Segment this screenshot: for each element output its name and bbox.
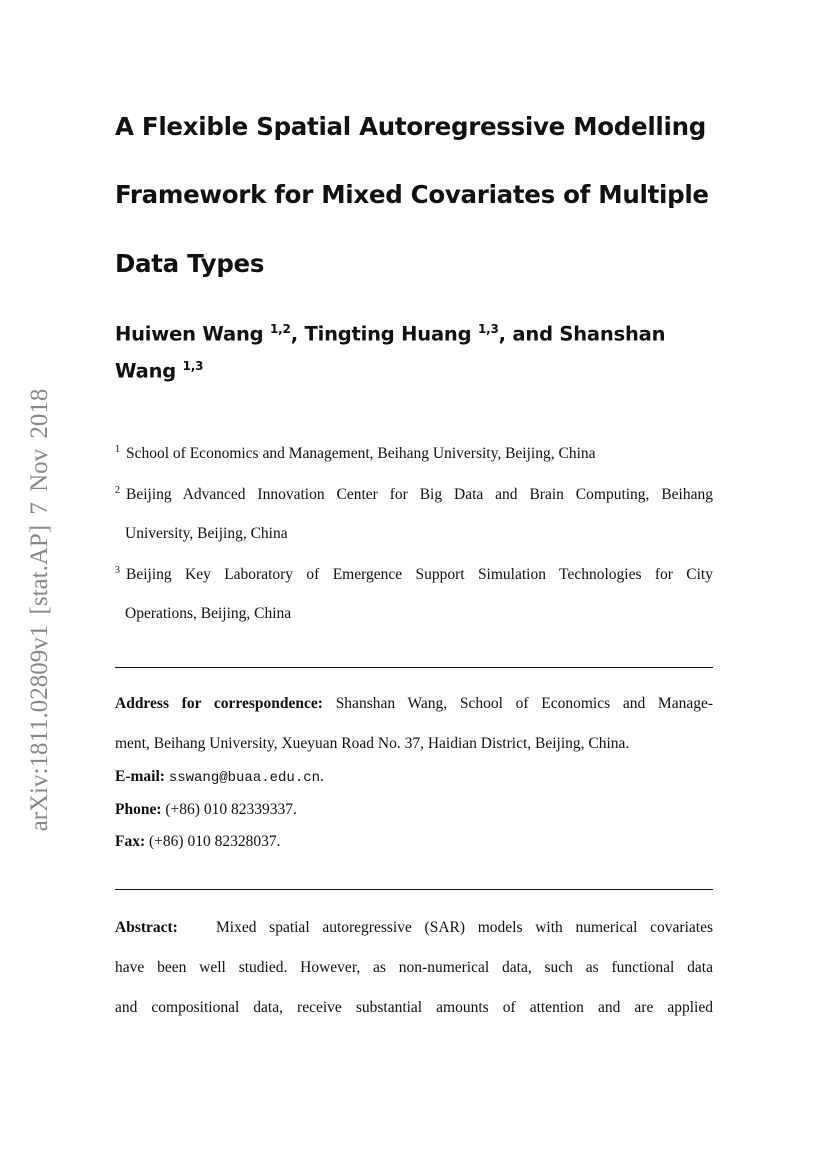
affiliation-2-cont: University, Beijing, China [125, 525, 288, 542]
fax-line [115, 833, 713, 851]
author-affil-sup: 1,2 [270, 322, 291, 336]
affil-text: School of Economics and Management, Beihang University, Beijing, China [126, 445, 596, 463]
affiliation-3-cont: Operations, Beijing, China [125, 605, 292, 622]
phone-label: Phone: [115, 801, 162, 818]
affiliation-1 [115, 444, 713, 463]
email-line: E-mail: sswang@buaa.edu.cn. [115, 768, 324, 786]
affiliation-3 [115, 565, 713, 584]
title-line: Framework for Mixed Covariates of Multiple [115, 180, 709, 209]
divider [115, 667, 713, 668]
phone-line [115, 801, 713, 819]
arxiv-category: [stat.AP] [26, 524, 53, 615]
fax-value: (+86) 010 82328037. [149, 833, 281, 850]
author-name: Wang [115, 359, 177, 383]
title-line: A Flexible Spatial Autoregressive Modelling [115, 112, 707, 141]
affiliation-2 [115, 485, 713, 504]
arxiv-date: 7 Nov 2018 [26, 388, 53, 515]
divider [115, 889, 713, 890]
correspondence-text: Shanshan Wang, School of Economics and Manage- [335, 695, 714, 712]
email-link[interactable]: sswang@buaa.edu.cn [168, 770, 321, 786]
abstract-line [115, 919, 713, 937]
arxiv-id: arXiv:1811.02809v1 [26, 624, 53, 832]
affil-text: Beijing Advanced Innovation Center for Big Data and Brain Computing, Beihang [126, 486, 713, 504]
correspondence-line: ment, Beihang University, Xueyuan Road No. 37, Haidian District, Beijing, China. [115, 735, 630, 752]
email-label: E-mail: [115, 768, 165, 785]
authors-line: Huiwen Wang $^{1,2}$, Tingting Huang $^{1,3}$, and Shanshan [115, 322, 666, 346]
fax-label: Fax: [115, 833, 146, 850]
affil-text: Beijing Key Laboratory of Emergence Support Simulation Technologies for City [126, 566, 713, 584]
abstract-text: Mixed spatial autoregressive (SAR) models with numerical covariates [215, 919, 713, 936]
author-name: and Shanshan [512, 322, 666, 346]
affil-num: 1 [115, 444, 120, 455]
phone-value: (+86) 010 82339337. [165, 801, 297, 818]
abstract-label: Abstract: [115, 919, 178, 936]
correspondence-line [115, 695, 713, 713]
title-line: Data Types [115, 249, 265, 278]
correspondence-label: Address for correspondence: [115, 695, 323, 712]
author-name: Huiwen Wang [115, 322, 264, 346]
author-affil-sup: 1,3 [477, 322, 499, 336]
arxiv-stamp [26, 389, 54, 832]
author-name: Tingting Huang [304, 322, 472, 346]
affil-num: 2 [115, 485, 120, 496]
abstract-line: and compositional data, receive substantial amounts of attention and are applied [115, 999, 713, 1016]
authors-line [115, 359, 713, 383]
author-affil-sup: 1,3 [182, 359, 204, 373]
affil-num: 3 [115, 565, 120, 576]
abstract-line: have been well studied. However, as non-numerical data, such as functional data [115, 959, 713, 976]
